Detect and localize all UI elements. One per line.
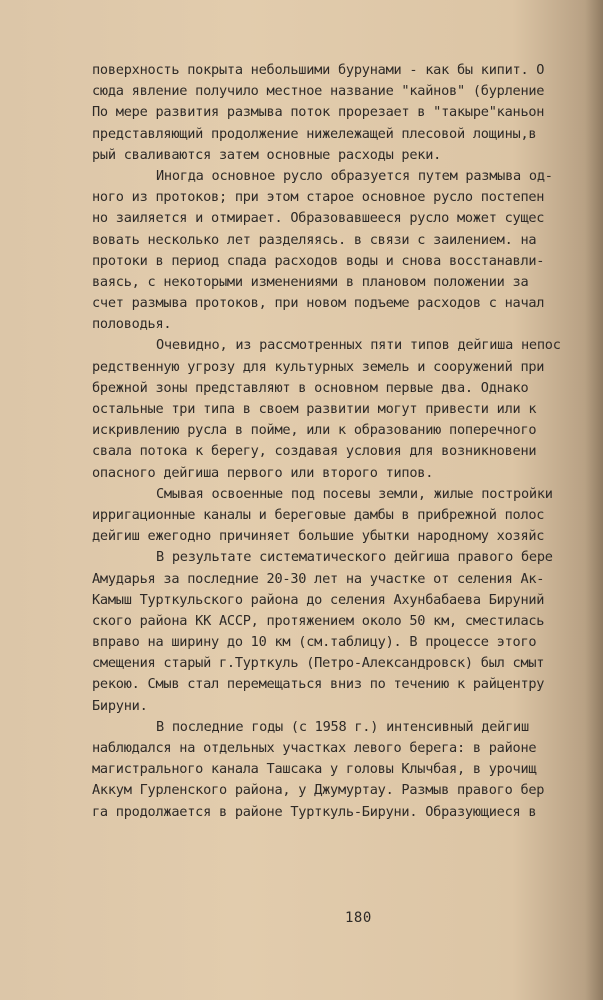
text-line: редственную угрозу для культурных земель и сооружений при: [92, 358, 545, 375]
text-line: В последние годы (с 1958 г.) интенсивный дейгиш: [156, 718, 529, 735]
text-line: представляющий продолжение нижележащей плесовой лощины,в: [92, 125, 537, 142]
text-line: ского района КК АССР, протяжением около 50 км, сместилась: [92, 612, 545, 629]
page-number: 180: [345, 910, 372, 926]
text-line: счет размыва протоков, при новом подъеме расходов с начал: [92, 295, 545, 312]
text-line: В результате систематического дейгиша правого бере: [156, 549, 553, 566]
text-line: протоки в период спада расходов воды и снова восстанавли-: [92, 252, 545, 269]
text-line: га продолжается в районе Турткуль-Бируни. Образующиеся в: [92, 803, 537, 820]
text-line: опасного дейгиша первого или второго типов.: [92, 464, 434, 481]
text-line: По мере развития размыва поток прорезает в "такыре"каньон: [92, 104, 545, 121]
text-line: смещения старый г.Турткуль (Петро-Александровск) был смыт: [92, 655, 545, 672]
text-line: ваясь, с некоторыми изменениями в плановом положении за: [92, 273, 529, 290]
text-line: рекою. Смыв стал перемещаться вниз по течению к райцентру: [92, 676, 545, 693]
text-line: остальные три типа в своем развитии могут привести или к: [92, 401, 537, 417]
text-line: магистрального канала Ташсака у головы Клычбая, в урочищ: [92, 761, 537, 778]
text-line: брежной зоны представляют в основном первые два. Однако: [92, 379, 529, 396]
text-line: вправо на ширину до 10 км (см.таблицу). В процессе этого: [92, 634, 537, 651]
body-text: [92, 60, 603, 823]
text-line: ного из протоков; при этом старое основное русло постепен: [92, 189, 545, 206]
text-line: Очевидно, из рассмотренных пяти типов дейгиша непос: [156, 337, 561, 354]
text-line: наблюдался на отдельных участках левого берега: в районе: [92, 740, 537, 756]
text-line: свала потока к берегу, создавая условия для возникновени: [92, 443, 537, 460]
text-line: Иногда основное русло образуется путем размыва од-: [156, 167, 553, 184]
text-line: вовать несколько лет разделяясь. в связи с заилением. на: [92, 231, 537, 248]
text-line: Аккум Гурленского района, у Джумуртау. Размыв правого бер: [92, 782, 545, 799]
text-line: сюда явление получило местное название "кайнов" (бурление: [92, 83, 545, 100]
text-line: но заиляется и отмирает. Образовавшееся русло может сущес: [92, 210, 545, 227]
text-line: Камыш Турткульского района до селения Ахунбабаева Бируний: [92, 591, 545, 608]
text-line: рый сваливаются затем основные расходы реки.: [92, 146, 442, 163]
text-line: поверхность покрыта небольшими бурунами - как бы кипит. О: [92, 62, 545, 78]
text-line: искривлению русла в пойме, или к образованию поперечного: [92, 422, 537, 439]
text-line: половодья.: [92, 316, 172, 333]
text-line: ирригационные каналы и береговые дамбы в прибрежной полос: [92, 506, 545, 523]
text-line: Смывая освоенные под посевы земли, жилые постройки: [156, 485, 553, 502]
text-line: дейгиш ежегодно причиняет большие убытки народному хозяйс: [92, 528, 545, 545]
text-line: Амударья за последние 20-30 лет на участке от селения Ак-: [92, 570, 545, 587]
text-line: Бируни.: [92, 697, 148, 714]
